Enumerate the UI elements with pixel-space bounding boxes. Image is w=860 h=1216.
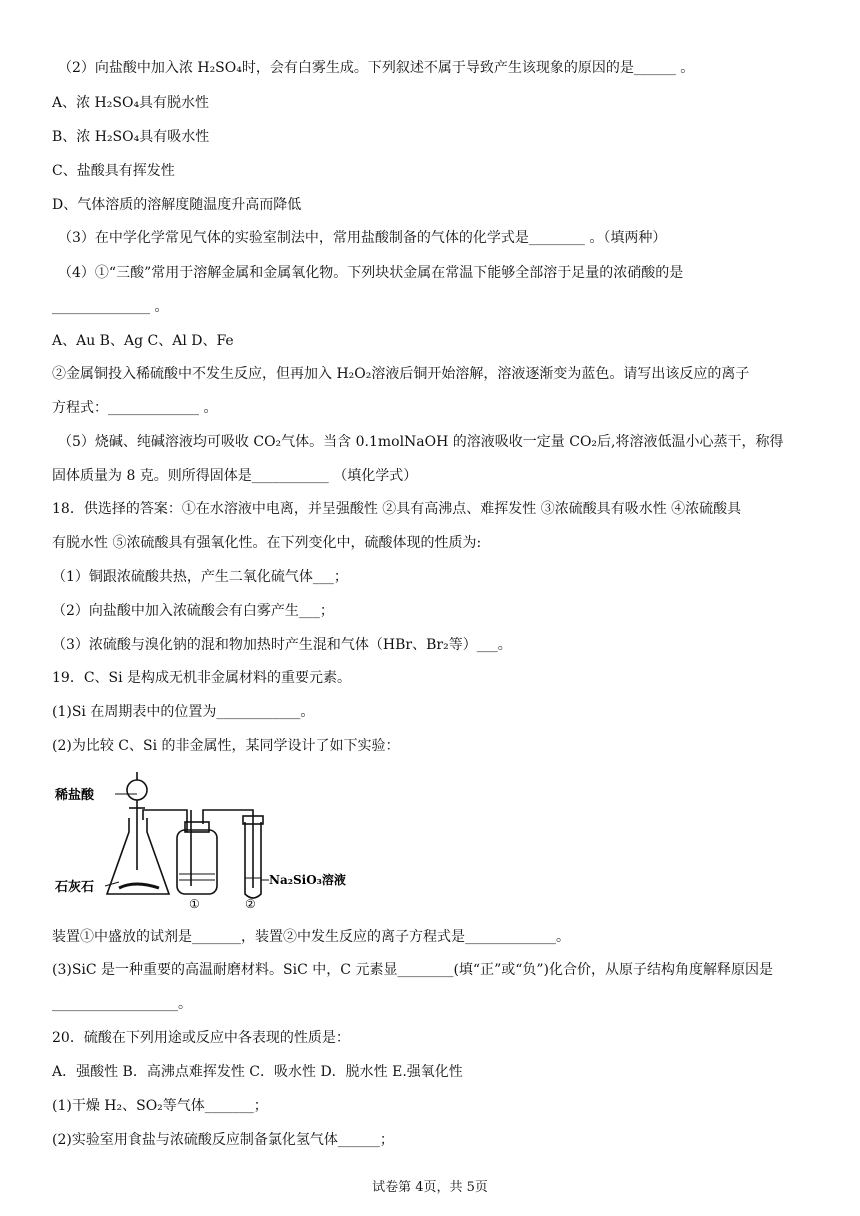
q17-2-option-a: A、浓 H₂SO₄具有脱水性 <box>52 95 210 111</box>
q20-part-2: (2)实验室用食盐与浓硫酸反应制备氯化氢气体______； <box>52 1132 394 1148</box>
q18-part-3: （3）浓硫酸与溴化钠的混和物加热时产生混和气体（HBr、Br₂等）___。 <box>52 637 512 653</box>
q18-part-1: （1）铜跟浓硫酸共热，产生二氧化硫气体___； <box>52 569 348 585</box>
q19-text: 19．C、Si 是构成无机非金属材料的重要元素。 <box>52 670 352 686</box>
page-footer: 试卷第 4页，共 5页 <box>372 1180 488 1195</box>
q17-2-option-c: C、盐酸具有挥发性 <box>52 163 175 179</box>
q18-part-2: （2）向盐酸中加入浓硫酸会有白雾产生___； <box>52 603 334 619</box>
separatory-funnel-bulb <box>127 780 147 800</box>
q17-4-options: A、Au B、Ag C、Al D、Fe <box>52 333 234 349</box>
q20-part-1: (1)干燥 H₂、SO₂等气体_______； <box>52 1098 268 1114</box>
q17-2-option-b: B、浓 H₂SO₄具有吸水性 <box>52 129 210 145</box>
q19-part-3-blank: __________________。 <box>52 996 192 1012</box>
label-device-2: ② <box>245 897 256 910</box>
wash-bottle-1 <box>177 830 217 894</box>
q17-5-text: （5）烧碱、纯碱溶液均可吸收 CO₂气体。当含 0.1molNaOH 的溶液吸收一定量 CO₂后,将溶液低温小心蒸干，称得 <box>58 434 784 450</box>
q17-4-text: （4）①“三酸”常用于溶解金属和金属氧化物。下列块状金属在常温下能够全部溶于足量的浓硝酸的是 <box>58 265 684 281</box>
q18-text-2: 有脱水性 ⑤浓硫酸具有强氧化性。在下列变化中，硫酸体现的性质为: <box>52 535 482 551</box>
q17-2-text: （2）向盐酸中加入浓 H₂SO₄时，会有白雾生成。下列叙述不属于导致产生该现象的原因的是______ 。 <box>58 60 695 76</box>
label-limestone: 石灰石 <box>55 880 95 895</box>
q19-part-1: (1)Si 在周期表中的位置为____________。 <box>52 704 315 720</box>
q20-options: A．强酸性 B．高沸点难挥发性 C．吸水性 D．脱水性 E.强氧化性 <box>52 1064 463 1080</box>
q19-part-3: (3)SiC 是一种重要的高温耐磨材料。SiC 中，C 元素显________(填“正”或“负”)化合价，从原子结构角度解释原因是 <box>52 962 774 978</box>
label-device-1: ① <box>189 897 200 910</box>
q19-part-2-question: 装置①中盛放的试剂是_______，装置②中发生反应的离子方程式是_____________。 <box>52 929 570 945</box>
q17-5-text-2: 固体质量为 8 克。则所得固体是___________ （填化学式） <box>52 468 418 484</box>
q17-4-equation: 方程式：_____________ 。 <box>52 400 218 416</box>
label-dilute-hcl: 稀盐酸 <box>55 788 95 803</box>
q19-part-2: (2)为比较 C、Si 的非金属性，某同学设计了如下实验： <box>52 738 400 754</box>
q17-3-text: （3）在中学化学常见气体的实验室制法中，常用盐酸制备的气体的化学式是________ 。（填两种） <box>58 230 667 246</box>
q17-4-part2: ②金属铜投入稀硫酸中不发生反应，但再加入 H₂O₂溶液后铜开始溶解，溶液逐渐变为蓝色。请写出该反应的离子 <box>52 366 750 382</box>
q17-2-option-d: D、气体溶质的溶解度随温度升高而降低 <box>52 197 302 213</box>
q20-text: 20．硫酸在下列用途或反应中各表现的性质是： <box>52 1030 350 1046</box>
q18-text: 18．供选择的答案：①在水溶液中电离，并呈强酸性 ②具有高沸点、难挥发性 ③浓硫酸具有吸水性 ④浓硫酸具 <box>52 501 742 517</box>
q17-4-blank: ______________ 。 <box>52 299 169 315</box>
label-na2sio3: Na₂SiO₃溶液 <box>269 873 346 887</box>
apparatus-diagram <box>55 770 355 910</box>
